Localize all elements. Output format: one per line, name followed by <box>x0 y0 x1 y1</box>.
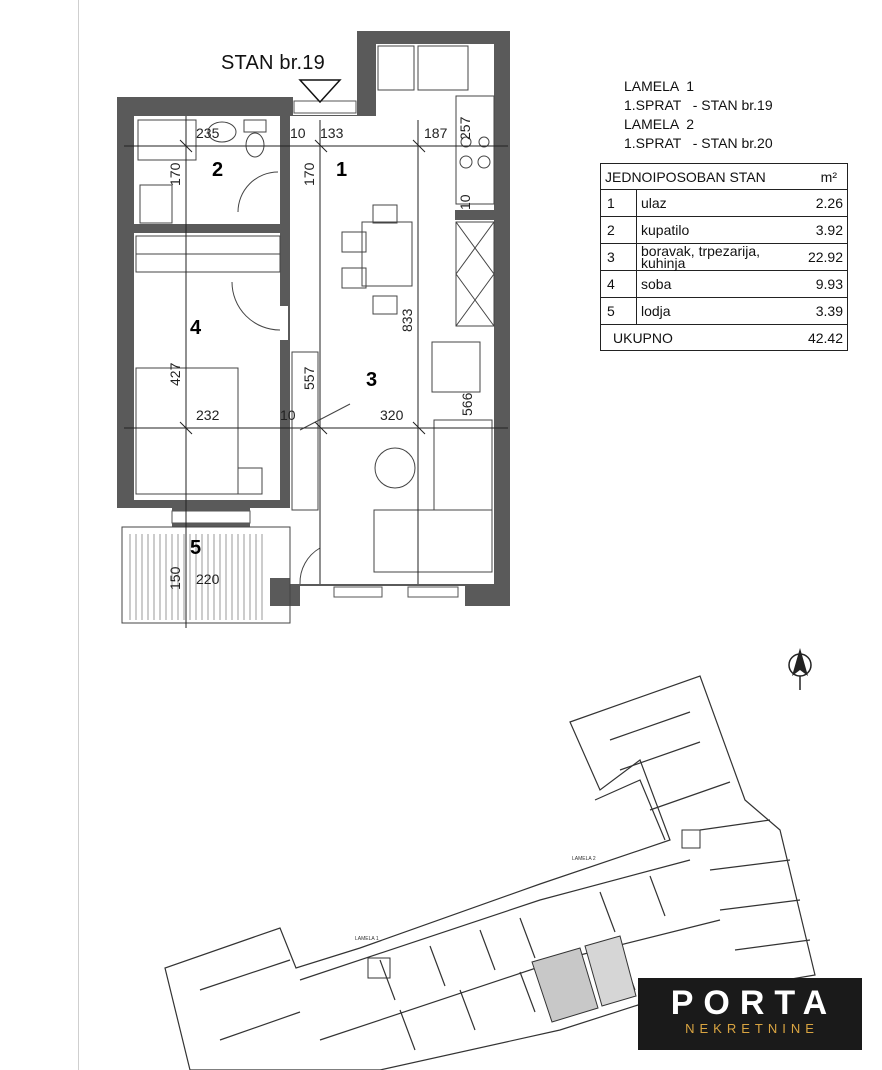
wall-central <box>280 116 290 306</box>
table-unit: m² <box>820 168 837 185</box>
logo-subtitle: NEKRETNINE <box>685 1021 819 1036</box>
row-name: lodja <box>641 303 671 319</box>
wall-bath-room <box>134 224 290 233</box>
row-area: 3.39 <box>815 303 843 319</box>
dim-232: 232 <box>196 407 220 423</box>
bedroom-furniture <box>136 236 280 494</box>
dim-320: 320 <box>380 407 404 423</box>
table-total <box>601 325 847 350</box>
row-name: ulaz <box>641 195 667 211</box>
table-row <box>601 298 847 325</box>
dim-427: 427 <box>167 362 183 386</box>
info-line: LAMELA 1 <box>624 78 695 94</box>
table-row <box>601 271 847 298</box>
room-number-3: 3 <box>366 369 378 391</box>
dim-220: 220 <box>196 571 220 587</box>
apartment-title: STAN br.19 <box>221 52 325 74</box>
dim-557: 557 <box>301 366 317 390</box>
porta-logo <box>638 978 862 1050</box>
row-number: 3 <box>601 244 637 270</box>
total-value: 42.42 <box>807 329 843 346</box>
dim-133: 133 <box>320 125 344 141</box>
dim-10b: 10 <box>457 194 473 210</box>
row-area: 9.93 <box>815 276 843 292</box>
table-title: JEDNOIPOSOBAN STAN <box>605 168 766 185</box>
dim-170b: 170 <box>301 162 317 186</box>
row-area: 2.26 <box>815 195 843 211</box>
dim-10c: 10 <box>280 407 296 423</box>
table-row <box>601 217 847 244</box>
dim-235: 235 <box>196 125 220 141</box>
row-area: 3.92 <box>815 222 843 238</box>
table-row <box>601 190 847 217</box>
row-name: kupatilo <box>641 222 690 238</box>
row-number: 1 <box>601 190 637 216</box>
row-number: 4 <box>601 271 637 297</box>
total-label: UKUPNO <box>613 329 673 346</box>
dim-10a: 10 <box>290 125 306 141</box>
dim-257: 257 <box>457 116 473 140</box>
compass-north-icon <box>789 648 811 690</box>
room-number-2: 2 <box>212 159 224 181</box>
row-number: 5 <box>601 298 637 324</box>
dim-170a: 170 <box>167 162 183 186</box>
info-line: LAMELA 2 <box>624 116 695 132</box>
entry-marker <box>300 80 340 102</box>
table-row <box>601 244 847 271</box>
row-number: 2 <box>601 217 637 243</box>
lamela2-label: LAMELA 2 <box>572 856 596 862</box>
lamela-info <box>624 77 773 153</box>
dim-150: 150 <box>167 566 183 590</box>
row-name: soba <box>641 276 672 292</box>
info-line: 1.SPRAT - STAN br.19 <box>624 97 773 113</box>
wall-kitchen-stub <box>455 210 494 220</box>
area-table-header <box>601 164 847 190</box>
info-line: 1.SPRAT - STAN br.20 <box>624 135 773 151</box>
room-number-4: 4 <box>190 317 202 339</box>
room-number-1: 1 <box>336 159 348 181</box>
room-number-5: 5 <box>190 537 202 559</box>
dim-187: 187 <box>424 125 448 141</box>
dim-566: 566 <box>459 392 475 416</box>
logo-brand: PORTA <box>670 984 838 1022</box>
row-area: 22.92 <box>807 249 843 265</box>
lamela1-label: LAMELA 1 <box>355 936 379 942</box>
row-name: boravak, trpezarija, kuhinja <box>641 243 761 271</box>
dim-833: 833 <box>399 308 415 332</box>
area-table <box>600 163 848 351</box>
